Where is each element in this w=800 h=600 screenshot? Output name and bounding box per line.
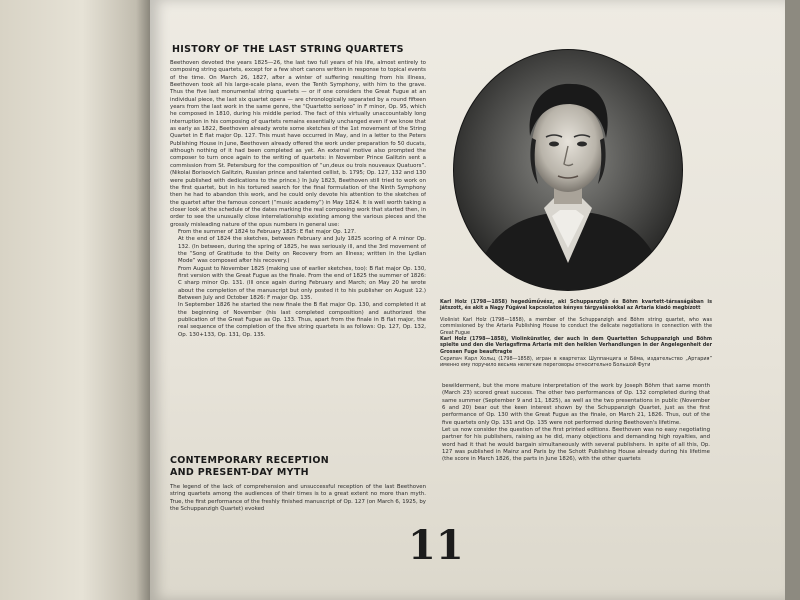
caption-english: Violinist Karl Holz (1798—1858), a member of the Schuppanzigh and Böhm string quartet, who was commissioned by the Artaria Publishing House to conduct the delicate negotiations in connection with the Great Fugue	[440, 317, 712, 336]
caption-hungarian: Karl Holz (1798—1858) hegedűművész, aki Schuppanzigh és Böhm kvartett-társaságában is játszott, és akit a Nagy Fúgával kapcsolatos kényes tárgyalásokkal az Artaria kiadó megbízott	[440, 299, 712, 312]
heading-line-1: CONTEMPORARY RECEPTION	[170, 455, 329, 466]
book-gutter-shadow	[136, 0, 150, 600]
contemporary-paragraph: The legend of the lack of comprehension and unsuccessful reception of the last Beethoven string quartets among the audiences of their times is to a great extent no more than myth. True, the first performance of the freshly finished manuscript of Op. 127 (on March 6, 1925, by the Schuppanzigh Quartet) evoked	[170, 484, 426, 513]
history-paragraph: From the summer of 1824 to February 1825: E flat major Op. 127.	[178, 228, 356, 235]
heading-history: HISTORY OF THE LAST STRING QUARTETS	[172, 44, 404, 55]
right-column-paragraph: bewilderment, but the more mature interpretation of the work by Joseph Böhm that same month (March 23) scored great success. The other two performances of Op. 132 completed during that same summer (September 9 and 11, 1825), as well as the two presentations in public (November 6 and 20) bear out the keen interest shown by the Schuppanzigh Quartet, just as the first performance of Op. 130 with the Great Fugue as the finale, on March 21, 1826. Thus, out of the five quartets only Op. 131 and Op. 135 were not performed during Beethoven's lifetime.	[442, 383, 710, 426]
right-column-paragraph: Let us now consider the question of the first printed editions. Beethoven was no easy negotiating partner for his publishers, raising as he did, many objections and demanding high royalties, and word had it that he would bargain simultaneously with several publishers. In spite of all this, Op. 127 was published in Mainz and Paris by the Schott Publishing House already during his lifetime (the score in March 1826, the parts in June 1826), with the other quartets	[442, 427, 710, 463]
right-text-column	[442, 383, 710, 533]
history-paragraph: From August to November 1825 (making use of earlier sketches, too): B flat major Op. 130, first version with the Great Fugue as the finale. From the end of 1825 the summer of 1826: C sharp minor Op. 131. (Ill once again during February and March; on May 20 he wrote about the completion of the manuscript but only posted it to his publisher on August 12.) Between July and October 1826: F major Op. 135.	[178, 265, 426, 301]
heading-line-2: AND PRESENT-DAY MYTH	[170, 467, 309, 478]
history-paragraph: Beethoven devoted the years 1825—26, the last two full years of his life, almost entirely to composing string quartets, except for a few short canons written in response to topical events of the time. On March 26, 1827, after a winter of suffering resulting from his illness, Beethoven took all his large-scale plans, even the Tenth Symphony, with him to the grave. Thus the five last monumental string quartets — or if one considers the Great Fugue at an individual piece, the last six quartet opera — are chronologically separated by a round fifteen years from the last work in the same genre, the “Quartetto serioso” in F minor, Op. 95, which he composed in 1810, during his middle period. The fact of this virtually unaccountably long interruption in his composing of quartets remains essentially unchanged even if we know that as early as 1822, Beethoven already wrote some sketches of the 1st movement of the String Quartet in E flat major Op. 127. This must have occurred in May, and in a letter to the Peters Publishing House in June, Beethoven already offered the work under preparation fo 50 ducats, although nothing of it had been completed as yet. An external motive also prompted the composer to turn once again to the writing of quartets: in November Prince Galitzin sent a commission from St. Petersburg for the composition of “un,deux ou trois nouveaux Quatuors”. (Nikolai Borisovich Galitzin, Russian prince and talented cellist, b. 1795; Op. 127, 132 and 130 were published with dedications to the prince.) In July 1823, Beethoven still tried to work on the first quartet, but in his tortured search for the final formulation of the Ninth Symphony then he had to abandon this work, and he could only devote his attention to the sketches of the quartet after the famous concert (“music academy”) in May 1824. It is well worth taking a closer look at the schedule of the dates marking the real composing work that started then, in order to see the unusually close interrelationship existing among the various pieces and the grossly misleading nature of the opus numbers in general use:	[170, 60, 426, 228]
page-edge-shadow	[785, 0, 800, 600]
history-text-column	[170, 60, 426, 452]
history-paragraph: At the end of 1824 the sketches, between February and July 1825 scoring of A minor Op. 132. (In between, during the spring of 1825, he was seriously ill, and the 3rd movement of the “Song of Gratitude to the Deity on Recovery from an Illness; written in the Lydian Mode” was composed after his recovery.)	[178, 236, 426, 265]
history-paragraph: In September 1826 he started the new finale the B flat major Op. 130, and completed it at the beginning of November (his last completed composition) and authorized the publication of the Great Fugue as Op. 133. Thus, apart from the finale in B flat major, the real sequence of the completion of the five string quartets is as follows: Op. 127, Op. 132, Op. 130+133, Op. 131, Op. 135.	[178, 302, 426, 338]
portrait-karl-holz	[452, 48, 684, 292]
page-number: 11	[408, 522, 464, 569]
facing-page-left	[0, 0, 150, 600]
caption-german: Karl Holz (1798—1858), Violinkünstler, der auch in dem Quartetten Schuppanzigh und Böhm spielte und den die Verlagsfirma Artaria mit den heiklen Verhandlungen in der Angelegenheit der Grossen Fuge beauftragte	[440, 336, 712, 355]
caption-russian: Скрипач Карл Хольц (1798—1858), игран в квартетах Шуппанцига и Бёма, издательство „Артария” именно ему поручило весьма нелегкие переговоры относительно Большой Фуги	[440, 356, 712, 369]
contemporary-text-column	[170, 484, 426, 534]
heading-contemporary-reception	[170, 455, 329, 479]
